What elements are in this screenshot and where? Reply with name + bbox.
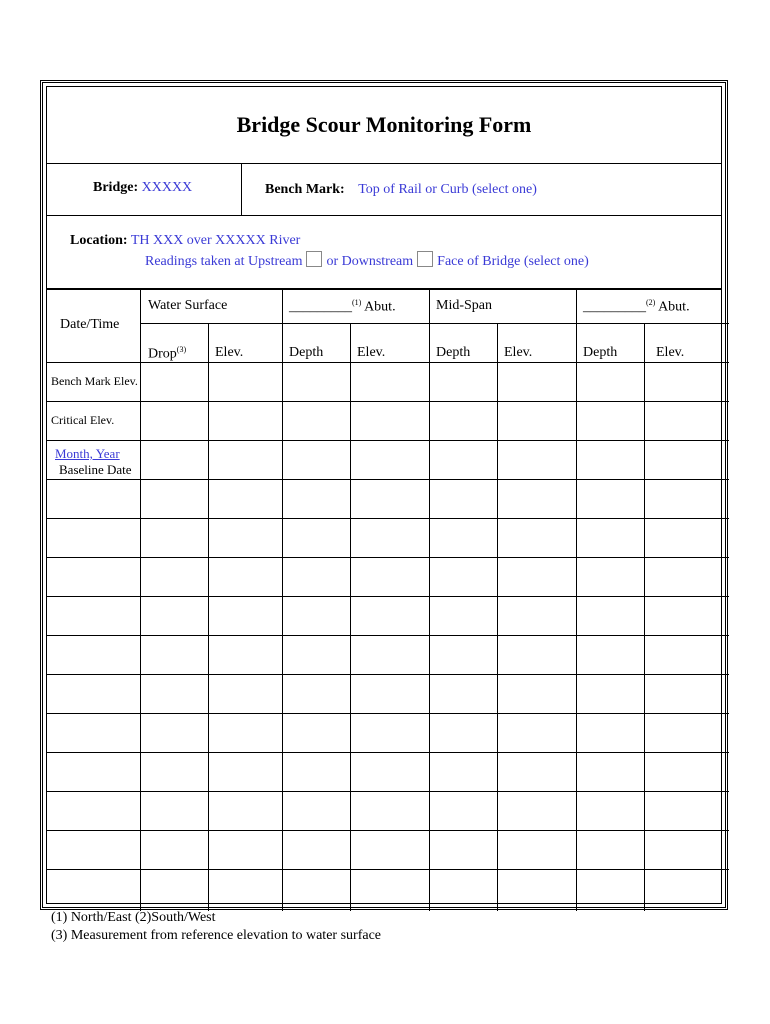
bridge-value[interactable]: XXXXX (141, 180, 193, 195)
row-line (47, 752, 729, 753)
drop-sup: (3) (176, 345, 187, 354)
row-line (47, 596, 729, 597)
bench-mark-field (265, 182, 537, 198)
header-line (140, 323, 729, 324)
depth-header-1: Depth (289, 345, 324, 360)
row-line (47, 830, 729, 831)
elev-header-1: Elev. (215, 345, 244, 360)
downstream-checkbox[interactable] (417, 251, 433, 267)
row-divider (241, 163, 242, 215)
abut2-label: Abut. (658, 299, 690, 315)
abut2-blank: _________ (583, 299, 646, 315)
elev-header-2: Elev. (357, 345, 386, 360)
depth-header-3: Depth (583, 345, 618, 360)
bridge-benchmark-row (47, 163, 721, 216)
readings-line (145, 251, 589, 270)
water-surface-header: Water Surface (148, 298, 228, 313)
location-value[interactable]: TH XXX over XXXXX River (130, 233, 301, 248)
elev-header-3: Elev. (504, 345, 533, 360)
row-line (47, 713, 729, 714)
bench-mark-label: Bench Mark: (265, 182, 345, 197)
row-line (47, 401, 729, 402)
readings-suffix: Face of Bridge (select one) (437, 254, 589, 269)
measurement-table (47, 290, 729, 911)
baseline-date-label: Baseline Date (59, 462, 132, 477)
date-time-header: Date/Time (60, 317, 120, 332)
row-line (47, 518, 729, 519)
readings-or: or Downstream (326, 254, 414, 269)
midspan-header: Mid-Span (436, 298, 492, 313)
abut1-header (289, 298, 396, 316)
location-row (47, 215, 721, 290)
location-label: Location: (70, 233, 128, 248)
col-line (429, 290, 430, 911)
col-line (140, 290, 141, 911)
critical-elev-label: Critical Elev. (51, 413, 115, 427)
location-field (70, 233, 300, 249)
form-inner (46, 86, 722, 904)
footnote-3: (3) Measurement from reference elevation to water surface (51, 928, 381, 943)
depth-header-2: Depth (436, 345, 471, 360)
col-line (350, 323, 351, 911)
col-line (644, 323, 645, 911)
col-line (576, 290, 577, 911)
form-title: Bridge Scour Monitoring Form (47, 87, 721, 164)
scour-form (40, 80, 728, 910)
row-line (47, 674, 729, 675)
abut1-sup: (1) (352, 298, 362, 307)
abut2-header (583, 298, 690, 316)
drop-label: Drop (148, 346, 177, 362)
row-line (47, 479, 729, 480)
row-line (47, 635, 729, 636)
month-year-value[interactable]: Month, Year (55, 446, 120, 461)
abut1-blank: _________ (289, 299, 352, 315)
col-line (208, 323, 209, 911)
bridge-label: Bridge: (93, 180, 139, 195)
row-line (47, 869, 729, 870)
bench-mark-value[interactable]: Top of Rail or Curb (select one) (358, 182, 537, 197)
row-line (47, 791, 729, 792)
readings-prefix: Readings taken at Upstream (145, 254, 303, 269)
abut2-sup: (2) (646, 298, 656, 307)
upstream-checkbox[interactable] (306, 251, 322, 267)
bench-mark-elev-label: Bench Mark Elev. (51, 374, 138, 388)
elev-header-4: Elev. (656, 345, 685, 360)
row-line (47, 557, 729, 558)
abut1-label: Abut. (364, 299, 396, 315)
footnote-1: (1) North/East (2)South/West (51, 910, 216, 925)
drop-header (148, 345, 186, 363)
col-line (282, 290, 283, 911)
row-line (47, 440, 729, 441)
bridge-field (93, 180, 192, 196)
col-line (497, 323, 498, 911)
